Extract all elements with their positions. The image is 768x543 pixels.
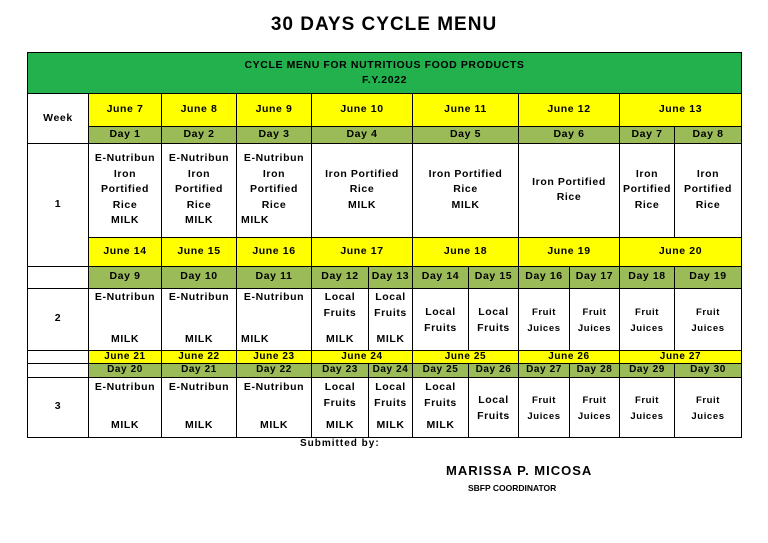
menu-cell — [620, 288, 675, 350]
menu-item: Portified — [101, 183, 149, 196]
day-cell: Day 10 — [162, 266, 237, 288]
day-cell: Day 16 — [519, 266, 570, 288]
week-column-header: Week — [28, 94, 89, 144]
menu-item: Fruits — [374, 306, 407, 319]
day-cell: Day 14 — [413, 266, 469, 288]
day-cell: Day 11 — [237, 266, 312, 288]
menu-item: Fruits — [374, 396, 407, 409]
menu-item: Rice — [261, 198, 287, 211]
day-cell: Day 21 — [162, 363, 237, 377]
menu-item: Fruit — [695, 395, 721, 406]
week-number: 1 — [28, 143, 89, 266]
date-cell: June 17 — [312, 237, 413, 266]
day-cell: Day 8 — [675, 127, 742, 144]
day-cell: Day 25 — [413, 363, 469, 377]
day-cell: Day 5 — [413, 127, 519, 144]
menu-item: Rice — [186, 198, 212, 211]
menu-item: Juices — [691, 322, 725, 334]
date-cell: June 9 — [237, 94, 312, 127]
menu-item: Local — [375, 291, 406, 304]
menu-item: Fruit — [531, 307, 557, 318]
menu-item: Local — [425, 306, 456, 318]
menu-milk: MILK — [184, 419, 214, 432]
menu-item: Rice — [453, 183, 478, 196]
menu-item: Local — [375, 381, 406, 394]
menu-item: MILK — [184, 214, 214, 227]
menu-cell — [237, 143, 312, 237]
menu-item: E-Nutribun — [243, 291, 305, 304]
menu-item: E-Nutribun — [168, 291, 230, 304]
date-cell: June 7 — [89, 94, 162, 127]
menu-item: E-Nutribun — [94, 291, 156, 304]
menu-milk: MILK — [110, 419, 140, 432]
date-cell: June 10 — [312, 94, 413, 127]
menu-milk: MILK — [110, 333, 140, 346]
menu-cell — [469, 288, 519, 350]
date-cell: June 18 — [413, 237, 519, 266]
menu-cell — [413, 377, 469, 437]
menu-cell — [469, 377, 519, 437]
menu-cell — [519, 377, 570, 437]
date-cell: June 19 — [519, 237, 620, 266]
menu-cell — [312, 377, 369, 437]
menu-item: Fruits — [424, 321, 457, 334]
menu-cell — [89, 288, 162, 350]
menu-item: Juices — [630, 410, 664, 422]
menu-item: Portified — [175, 183, 223, 196]
menu-milk: MILK — [376, 333, 405, 346]
date-cell: June 15 — [162, 237, 237, 266]
menu-item: Local — [324, 381, 356, 394]
cycle-menu-table — [27, 52, 742, 438]
menu-cell — [89, 377, 162, 437]
menu-cell — [570, 288, 620, 350]
menu-item: Juices — [527, 322, 561, 334]
menu-item: Rice — [112, 198, 138, 211]
day-cell: Day 13 — [369, 266, 413, 288]
menu-item: Iron — [187, 167, 211, 180]
day-cell: Day 4 — [312, 127, 413, 144]
menu-item: Fruit — [582, 395, 607, 406]
day-cell: Day 26 — [469, 363, 519, 377]
menu-item: MILK — [110, 214, 140, 227]
menu-item: Local — [324, 291, 356, 304]
day-cell: Day 9 — [89, 266, 162, 288]
menu-item: E-Nutribun — [243, 152, 305, 165]
menu-header — [28, 53, 742, 94]
menu-item: E-Nutribun — [94, 152, 156, 165]
menu-cell — [312, 143, 413, 237]
day-cell: Day 20 — [89, 363, 162, 377]
day-cell: Day 6 — [519, 127, 620, 144]
submitted-by-label: Submitted by: — [300, 438, 380, 449]
menu-cell — [162, 377, 237, 437]
date-cell: June 23 — [237, 350, 312, 363]
day-cell: Day 28 — [570, 363, 620, 377]
menu-item: Local — [425, 381, 456, 394]
date-cell: June 20 — [620, 237, 742, 266]
week-number: 3 — [28, 377, 89, 437]
menu-item: MILK — [241, 214, 270, 227]
menu-item: Fruit — [582, 307, 607, 318]
date-cell: June 26 — [519, 350, 620, 363]
menu-cell — [369, 288, 413, 350]
date-cell: June 21 — [89, 350, 162, 363]
date-cell: June 8 — [162, 94, 237, 127]
menu-item: Portified — [250, 183, 298, 196]
menu-item: Fruits — [323, 306, 357, 319]
menu-item: Iron Portified — [428, 167, 503, 180]
date-cell: June 16 — [237, 237, 312, 266]
menu-item: Fruits — [323, 396, 357, 409]
menu-milk: MILK — [426, 419, 455, 432]
day-cell: Day 7 — [620, 127, 675, 144]
menu-cell — [413, 143, 519, 237]
menu-item: Juices — [577, 410, 612, 422]
date-cell: June 24 — [312, 350, 413, 363]
menu-item: E-Nutribun — [94, 381, 156, 394]
menu-item: Portified — [623, 183, 671, 196]
menu-cell — [413, 288, 469, 350]
menu-item: Iron — [113, 167, 137, 180]
day-cell: Day 24 — [369, 363, 413, 377]
menu-item: Portified — [684, 183, 732, 196]
menu-header-title: CYCLE MENU FOR NUTRITIOUS FOOD PRODUCTS — [244, 58, 525, 71]
date-cell: June 25 — [413, 350, 519, 363]
menu-item: Fruit — [695, 307, 721, 318]
menu-cell — [620, 377, 675, 437]
menu-cell — [237, 377, 312, 437]
menu-header-year: F.Y.2022 — [361, 74, 408, 86]
week-number: 2 — [28, 288, 89, 350]
menu-cell — [519, 143, 620, 237]
day-cell: Day 15 — [469, 266, 519, 288]
menu-item: Fruit — [531, 395, 557, 406]
menu-milk: MILK — [241, 333, 270, 346]
menu-cell — [675, 377, 742, 437]
menu-item: Fruits — [477, 321, 510, 334]
menu-item: Local — [478, 306, 509, 318]
menu-cell — [570, 377, 620, 437]
menu-cell — [675, 143, 742, 237]
menu-item: Iron Portified — [532, 175, 606, 188]
menu-item: Juices — [527, 410, 561, 422]
menu-item: MILK — [451, 198, 480, 211]
menu-item: Juices — [630, 322, 664, 334]
menu-milk: MILK — [184, 333, 214, 346]
day-cell: Day 18 — [620, 266, 675, 288]
menu-item: Rice — [556, 191, 582, 203]
menu-item: Iron — [696, 167, 720, 180]
menu-item: Juices — [577, 322, 612, 334]
menu-milk: MILK — [325, 419, 355, 432]
page-title: 30 DAYS CYCLE MENU — [270, 14, 498, 35]
menu-item: Fruit — [634, 395, 660, 406]
menu-item: E-Nutribun — [168, 381, 230, 394]
menu-item: Iron — [262, 167, 286, 180]
menu-item: Juices — [691, 410, 725, 422]
menu-item: Fruits — [477, 409, 510, 422]
menu-milk: MILK — [325, 333, 355, 346]
day-cell: Day 3 — [237, 127, 312, 144]
date-cell: June 22 — [162, 350, 237, 363]
day-cell: Day 27 — [519, 363, 570, 377]
menu-cell — [162, 143, 237, 237]
day-cell: Day 30 — [675, 363, 742, 377]
menu-cell — [620, 143, 675, 237]
menu-item: E-Nutribun — [243, 381, 305, 394]
menu-item: Local — [478, 394, 509, 406]
signatory-role: SBFP COORDINATOR — [468, 483, 557, 493]
day-cell: Day 17 — [570, 266, 620, 288]
menu-item: MILK — [347, 198, 377, 211]
day-cell: Day 19 — [675, 266, 742, 288]
menu-cell — [312, 288, 369, 350]
day-cell: Day 22 — [237, 363, 312, 377]
menu-item: Fruits — [424, 396, 457, 409]
menu-item: Rice — [634, 198, 660, 211]
menu-item: Iron — [635, 167, 659, 180]
menu-item: Rice — [349, 183, 375, 196]
menu-cell — [89, 143, 162, 237]
menu-item: E-Nutribun — [168, 152, 230, 165]
day-cell: Day 1 — [89, 127, 162, 144]
menu-milk: MILK — [376, 419, 405, 432]
day-cell: Day 2 — [162, 127, 237, 144]
date-cell: June 27 — [620, 350, 742, 363]
date-cell: June 14 — [89, 237, 162, 266]
day-cell: Day 29 — [620, 363, 675, 377]
menu-milk: MILK — [259, 419, 289, 432]
menu-item: Iron Portified — [325, 167, 399, 180]
menu-item: Fruit — [634, 307, 660, 318]
signatory-name: MARISSA P. MICOSA — [446, 463, 593, 478]
menu-cell — [519, 288, 570, 350]
menu-cell — [675, 288, 742, 350]
menu-cell — [162, 288, 237, 350]
date-cell: June 13 — [620, 94, 742, 127]
date-cell: June 12 — [519, 94, 620, 127]
day-cell: Day 23 — [312, 363, 369, 377]
menu-cell — [237, 288, 312, 350]
day-cell: Day 12 — [312, 266, 369, 288]
date-cell: June 11 — [413, 94, 519, 127]
menu-item: Rice — [695, 198, 721, 211]
menu-cell — [369, 377, 413, 437]
